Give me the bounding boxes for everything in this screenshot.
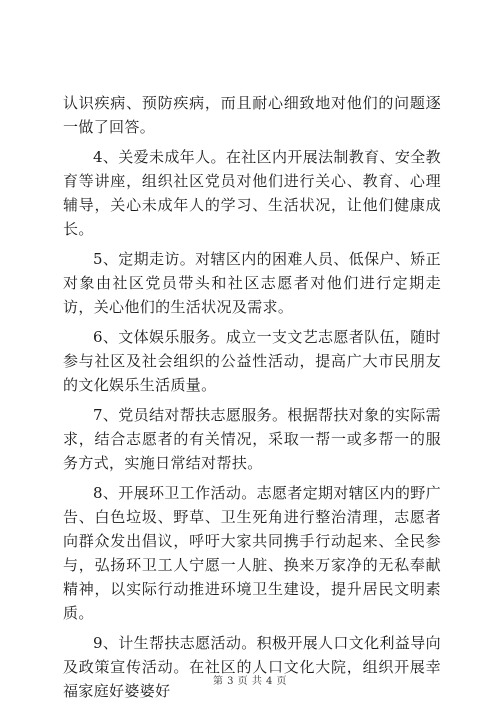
paragraph-item-9: 9、计生帮扶志愿活动。积极开展人口文化利益导向及政策宣传活动。在社区的人口文化大院，组织开展幸福家庭好婆婆好 (63, 634, 441, 700)
paragraph-item-7: 7、党员结对帮扶志愿服务。根据帮扶对象的实际需求，结合志愿者的有关情况，采取一帮一或多帮一的服务方式，实施日常结对帮扶。 (63, 406, 441, 472)
paragraph-item-4: 4、关爱未成年人。在社区内开展法制教育、安全教育等讲座，组织社区党员对他们进行关心、教育、心理辅导，关心未成年人的学习、生活状况，让他们健康成长。 (63, 148, 441, 238)
page-footer: 第 3 页 共 4 页 (212, 676, 288, 687)
paragraph-continuation: 认识疾病、预防疾病，而且耐心细致地对他们的问题逐一做了回答。 (63, 94, 441, 136)
paragraph-item-6: 6、文体娱乐服务。成立一支文艺志愿者队伍，随时参与社区及社会组织的公益性活动，提高广大市民朋友的文化娱乐生活质量。 (63, 328, 441, 394)
paragraph-item-5: 5、定期走访。对辖区内的困难人员、低保户、矫正对象由社区党员带头和社区志愿者对他们进行定期走访，关心他们的生活状况及需求。 (63, 250, 441, 316)
paragraph-item-8: 8、开展环卫工作活动。志愿者定期对辖区内的野广告、白色垃圾、野草、卫生死角进行整治清理，志愿者向群众发出倡议，呼吁大家共同携手行动起来、全民参与，弘扬环卫工人宁愿一人脏、换来万家净的无私奉献精神，以实际行动推进环境卫生建设，提升居民文明素质。 (63, 484, 441, 622)
document-body (63, 91, 441, 709)
